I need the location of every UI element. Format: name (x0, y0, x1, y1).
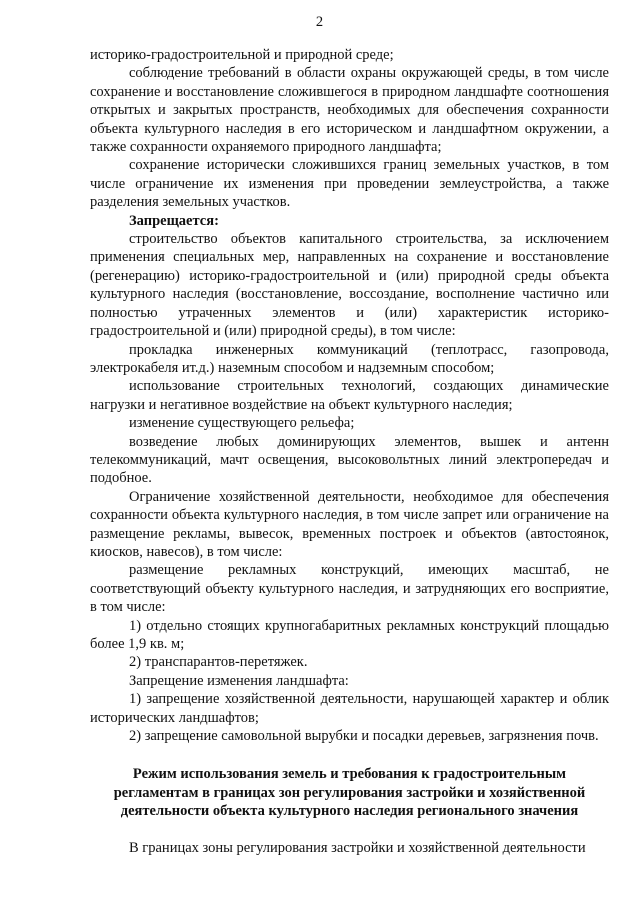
list-item-large-advertising: 1) отдельно стоящих крупногабаритных рекламных конструкций площадью более 1,9 кв. м; (90, 617, 609, 652)
list-item-economic-activity: 1) запрещение хозяйственной деятельности, нарушающей характер и облик исторических ландшафтов; (90, 691, 609, 726)
document-body (90, 46, 609, 857)
paragraph-relief-change: изменение существующего рельефа; (129, 415, 355, 432)
paragraph-environment-end: историко-градостроительной и природной среде; (90, 47, 394, 63)
list-item-banners: 2) транспарантов-перетяжек. (129, 654, 308, 671)
paragraph-environment-protection: соблюдение требований в области охраны окружающей среды, в том числе сохранение и восстановление сложившегося в природном ландшафте соотношения открытых и закрытых пространств, необходимых для обеспечения сохранности объекта культурного наследия в его историческом и ландшафтном окружении, а также сохранности охраняемого природного ландшафта; (90, 65, 609, 156)
paragraph-advertising: размещение рекламных конструкций, имеющих масштаб, не соответствующий объекту культурного наследия, и затрудняющих его восприятие, в том числе: (90, 562, 609, 616)
list-item-tree-cutting: 2) запрещение самовольной вырубки и посадки деревьев, загрязнения почв. (129, 728, 599, 745)
paragraph-dominant-elements: возведение любых доминирующих элементов, вышек и антенн телекоммуникаций, мачт освещения, высоковольтных линий электропередач и подобное. (90, 433, 609, 487)
paragraph-capital-construction: строительство объектов капитального строительства, за исключением применения специальных мер, направленных на сохранение и восстановление (регенерацию) историко-градостроительной и (или) природной среды объекта культурного наследия (восстановление, воссоздание, восполнение частично или полностью утраченных элементов и (или) характеристик историко-градостроительной и (или) природной среды), в том числе: (90, 231, 609, 340)
paragraph-zone-regulation: В границах зоны регулирования застройки и хозяйственной деятельности (129, 839, 586, 856)
section-heading: Режим использования земель и требования к градостроительным регламентам в границах зон регулирования застройки и хозяйственной деятельности объекта культурного наследия регионального значения (113, 766, 586, 820)
paragraph-economic-restriction: Ограничение хозяйственной деятельности, необходимое для обеспечения сохранности объекта культурного наследия, в том числе запрет или ограничение на размещение рекламы, вывесок, временных построек и объектов (автостоянок, киосков, навесов), в том числе: (90, 488, 609, 560)
paragraph-construction-technologies: использование строительных технологий, создающих динамические нагрузки и негативное воздействие на объект культурного наследия; (90, 378, 609, 413)
prohibited-heading: Запрещается: (129, 212, 219, 229)
page-number: 2 (315, 14, 324, 30)
paragraph-engineering-communications: прокладка инженерных коммуникаций (теплотрасс, газопровода, электрокабеля ит.д.) наземным способом и надземным способом; (90, 341, 609, 376)
paragraph-land-boundaries: сохранение исторически сложившихся границ земельных участков, в том числе ограничение их изменения при проведении землеустройства, а также разделения земельных участков. (90, 157, 609, 211)
paragraph-landscape-change: Запрещение изменения ландшафта: (129, 672, 349, 689)
